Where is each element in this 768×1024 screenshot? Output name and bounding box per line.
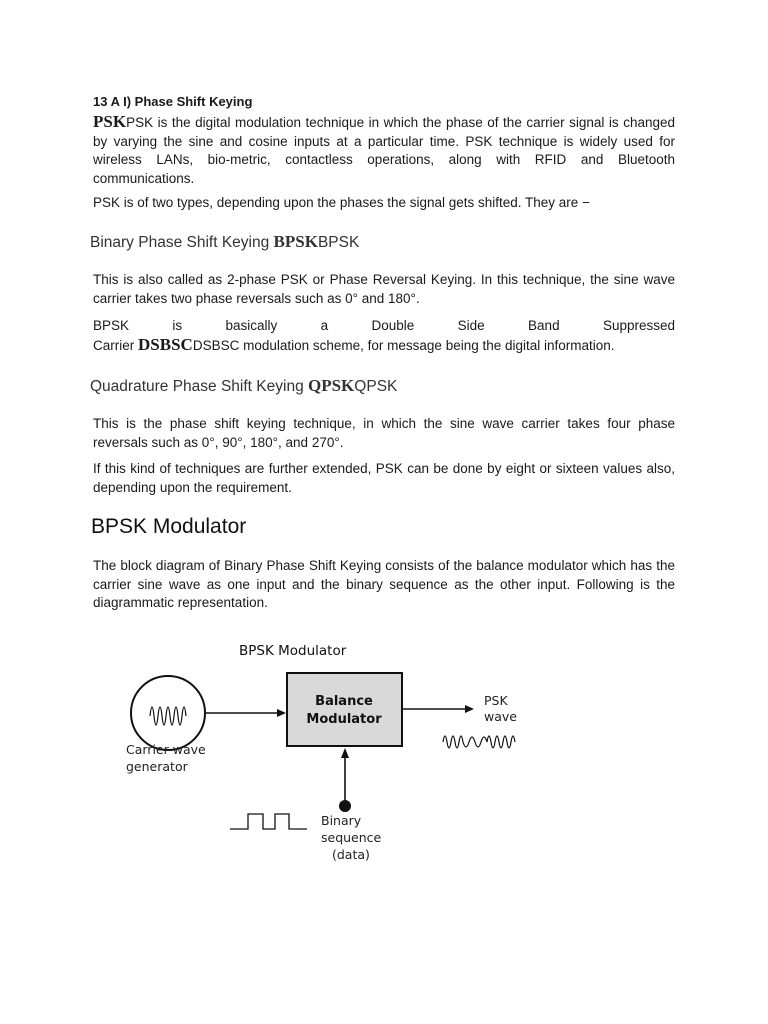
balance-modulator-block <box>287 673 402 746</box>
qpsk-heading-prefix: Quadrature Phase Shift Keying <box>90 378 308 395</box>
psk-term: PSK <box>93 112 127 131</box>
carrier-word: Carrier <box>93 337 139 353</box>
carrier-label-line-2: generator <box>126 759 188 774</box>
bpsk-paragraph-2-rest: modulation scheme, for message being the digital information. <box>239 337 615 353</box>
modulator-paragraph: The block diagram of Binary Phase Shift Keying consists of the balance modulator which has the carrier sine wave as one input and the binary sequence as the other input. Following is the diagrammatic representation. <box>93 558 675 610</box>
bpsk-paragraph-2 <box>93 317 675 355</box>
word: BPSK <box>93 318 130 333</box>
qpsk-heading <box>90 376 397 396</box>
binary-input-dot <box>339 800 351 812</box>
word: basically <box>225 318 278 333</box>
output-label-line-2: wave <box>484 709 517 724</box>
word: a <box>320 318 329 333</box>
bpsk-heading <box>90 232 359 252</box>
block-label-line-2: Modulator <box>306 712 382 727</box>
output-arrow-head <box>465 705 474 713</box>
word: Side <box>457 318 485 333</box>
types-line: PSK is of two types, depending upon the phases the signal gets shifted. They are − <box>93 195 590 210</box>
dsbsc-term: DSBSC <box>138 334 193 354</box>
carrier-label-line-1: Carrier wave <box>126 742 206 757</box>
bpsk-paragraph-2-line-1 <box>93 317 675 336</box>
bpsk-heading-term-plain: BPSK <box>317 234 360 251</box>
word: Suppressed <box>602 318 675 333</box>
carrier-arrow-head <box>277 709 286 717</box>
qpsk-paragraph-1: This is the phase shift keying technique, in which the sine wave carrier takes four phase reversals such as 0°, 90°, 180°, and 270°. <box>93 416 675 450</box>
bpsk-heading-term: BPSK <box>273 232 318 251</box>
word: Double <box>371 318 415 333</box>
diagram-title: BPSK Modulator <box>239 643 347 659</box>
bpsk-heading-prefix: Binary Phase Shift Keying <box>90 234 274 251</box>
qpsk-paragraph-2: If this kind of techniques are further extended, PSK can be done by eight or sixteen values also, depending upon the requirement. <box>93 461 675 495</box>
carrier-generator-circle <box>131 676 205 750</box>
bpsk-modulator-diagram <box>120 636 540 876</box>
output-label-line-1: PSK <box>484 693 508 708</box>
word: is <box>172 318 183 333</box>
psk-term-plain: PSK <box>126 115 154 130</box>
psk-wave <box>443 736 515 748</box>
intro-paragraph <box>93 113 675 188</box>
word: Band <box>528 318 560 333</box>
dsbsc-term-plain: DSBSC <box>192 337 240 353</box>
qpsk-heading-term: QPSK <box>308 376 355 395</box>
bpsk-paragraph-2-line-2 <box>93 336 675 356</box>
block-label-line-1: Balance <box>315 694 373 709</box>
bpsk-modulator-heading: BPSK Modulator <box>91 515 247 538</box>
binary-square-wave <box>230 814 307 829</box>
binary-label-line-2: sequence <box>321 830 382 845</box>
binary-label-line-3: (data) <box>332 847 370 862</box>
binary-label-line-1: Binary <box>321 813 362 828</box>
binary-arrow-head <box>341 748 349 758</box>
qpsk-heading-term-plain: QPSK <box>354 378 398 395</box>
bpsk-paragraph-1: This is also called as 2-phase PSK or Phase Reversal Keying. In this technique, the sine wave carrier takes two phase reversals such as 0° and 180°. <box>93 272 675 306</box>
intro-text: is the digital modulation technique in which the phase of the carrier signal is changed by varying the sine and cosine inputs at a particular time. PSK technique is widely used for wireless LANs, bio-metric, contactless operations, along with RFID and Bluetooth communications. <box>93 115 675 186</box>
section-title: 13 A I) Phase Shift Keying <box>93 94 253 109</box>
